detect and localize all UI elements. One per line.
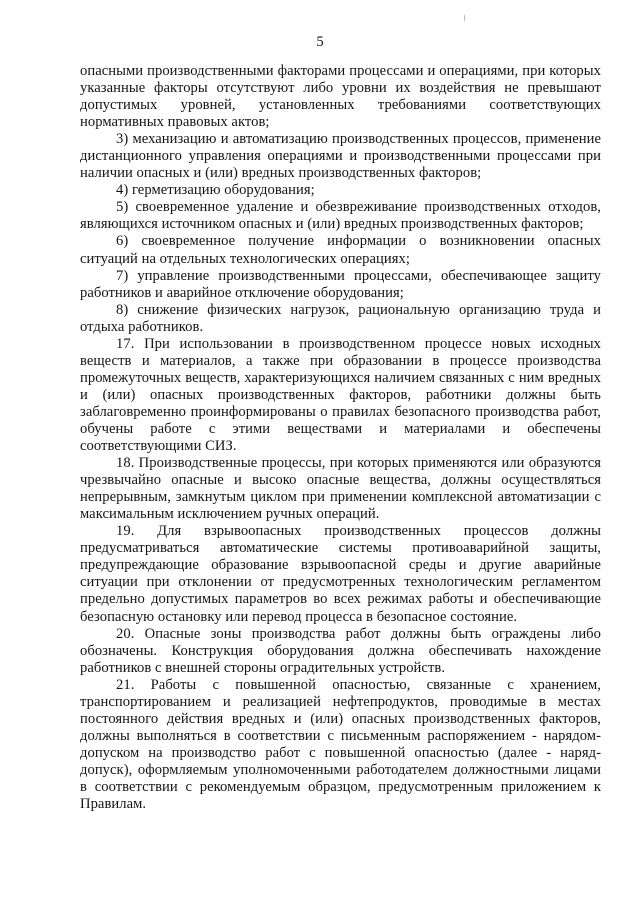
clause-17: 17. При использовании в производственном процессе новых исходных веществ и материалов, а также при образовании в процессе производства промежуточных веществ, характеризующихся наличием связанных с ним вредных и (или) опасных производственных факторов, работники должны быть заблаговременно проинформированы о правилах безопасного производства работ, обучены работе с этими веществами и материалами и обеспечены соответствующими СИЗ. xyxy=(80,335,601,455)
document-body xyxy=(80,63,601,813)
list-item-3: 3) механизацию и автоматизацию производственных процессов, применение дистанционного управления операциями и производственными процессами при наличии опасных и (или) вредных производственных факторов; xyxy=(80,131,601,182)
list-item-5: 5) своевременное удаление и обезвреживание производственных отходов, являющихся источником опасных и (или) вредных производственных факторов; xyxy=(80,199,601,233)
scan-mark xyxy=(464,15,465,21)
list-item-6: 6) своевременное получение информации о возникновении опасных ситуаций на отдельных технологических операциях; xyxy=(80,233,601,267)
clause-19: 19. Для взрывоопасных производственных процессов должны предусматриваться автоматические системы противоаварийной защиты, предупреждающие образование взрывоопасной среды и другие аварийные ситуации при отклонении от предусмотренных технологическим регламентом предельно допустимых параметров во всех режимах работы и обеспечивающие безопасную остановку или перевод процесса в безопасное состояние. xyxy=(80,523,601,625)
page-number: 5 xyxy=(316,34,324,50)
paragraph-continuation: опасными производственными факторами процессами и операциями, при которых указанные факторы отсутствуют либо уровни их воздействия не превышают допустимых уровней, установленных требованиями соответствующих нормативных правовых актов; xyxy=(80,63,601,131)
clause-20: 20. Опасные зоны производства работ должны быть ограждены либо обозначены. Конструкция оборудования должна обеспечивать нахождение работников с внешней стороны оградительных устройств. xyxy=(80,625,601,676)
list-item-7: 7) управление производственными процессами, обеспечивающее защиту работников и аварийное отключение оборудования; xyxy=(80,267,601,301)
clause-18: 18. Производственные процессы, при которых применяются или образуются чрезвычайно опасные и высоко опасные вещества, должны осуществляться непрерывным, замкнутым циклом при применении комплексной автоматизации с максимальным исключением ручных операций. xyxy=(80,455,601,523)
clause-21: 21. Работы с повышенной опасностью, связанные с хранением, транспортированием и реализацией нефтепродуктов, проводимые в местах постоянного действия вредных и (или) опасных производственных факторов, должны выполняться в соответствии с письменным распоряжением - нарядом-допуском на производство работ с повышенной опасностью (далее - наряд-допуск), оформляемым уполномоченными работодателем должностными лицами в соответствии с рекомендуемым образцом, предусмотренным приложением к Правилам. xyxy=(80,676,601,813)
list-item-8: 8) снижение физических нагрузок, рациональную организацию труда и отдыха работников. xyxy=(80,301,601,335)
list-item-4: 4) герметизацию оборудования; xyxy=(116,182,315,199)
